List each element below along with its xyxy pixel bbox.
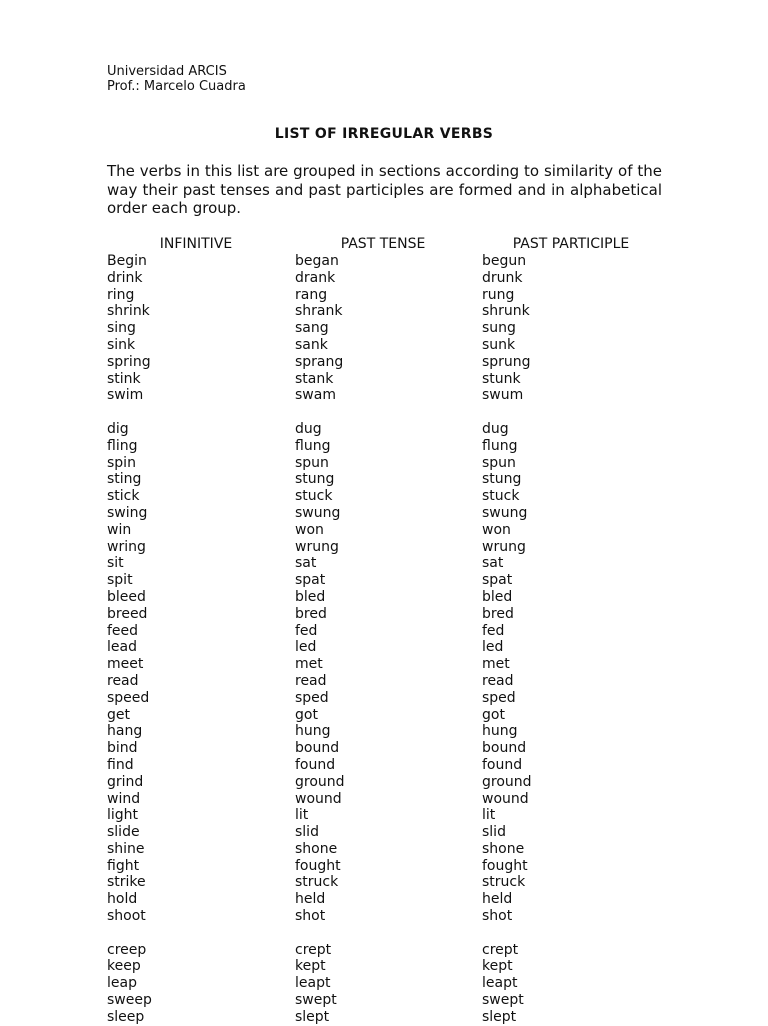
- table-row: [0, 387, 768, 404]
- header-past-participle: PAST PARTICIPLE: [512, 236, 630, 252]
- table-row: [0, 791, 768, 808]
- header-infinitive: INFINITIVE: [159, 236, 233, 252]
- table-row: [0, 505, 768, 522]
- cell-past-tense: stuck: [295, 488, 333, 505]
- cell-past-tense: swung: [295, 504, 341, 521]
- cell-past-tense: hung: [295, 723, 331, 740]
- cell-past-participle: met: [482, 656, 510, 673]
- cell-past-tense: wound: [295, 790, 342, 807]
- professor-name: Prof.: Marcelo Cuadra: [107, 79, 246, 94]
- cell-past-participle: swept: [482, 992, 524, 1009]
- table-row: [0, 740, 768, 757]
- cell-past-tense: slid: [295, 824, 319, 841]
- cell-past-tense: stung: [295, 471, 335, 488]
- cell-past-participle: fed: [482, 622, 505, 639]
- table-row: [0, 639, 768, 656]
- table-row: [0, 539, 768, 556]
- cell-infinitive: sit: [107, 555, 124, 572]
- cell-past-participle: swum: [482, 387, 524, 404]
- document-title: LIST OF IRREGULAR VERBS: [274, 126, 494, 142]
- cell-past-participle: fought: [482, 857, 528, 874]
- cell-past-tense: bound: [295, 740, 340, 757]
- cell-past-tense: rang: [295, 286, 328, 303]
- cell-infinitive: bind: [107, 740, 138, 757]
- table-row: [0, 942, 768, 959]
- cell-past-tense: slept: [295, 1008, 330, 1025]
- cell-past-participle: sat: [482, 555, 504, 572]
- table-row: [0, 656, 768, 673]
- table-row: [0, 354, 768, 371]
- table-row: [0, 455, 768, 472]
- cell-past-tense: swam: [295, 387, 336, 404]
- cell-past-tense: sped: [295, 689, 329, 706]
- cell-infinitive: wring: [107, 538, 146, 555]
- cell-infinitive: spring: [107, 353, 151, 370]
- cell-infinitive: spin: [107, 454, 136, 471]
- cell-past-tense: bred: [295, 605, 327, 622]
- cell-past-participle: slept: [482, 1008, 517, 1025]
- table-row: [0, 690, 768, 707]
- cell-past-tense: shot: [295, 908, 326, 925]
- cell-infinitive: stick: [107, 488, 140, 505]
- cell-infinitive: shrink: [107, 303, 150, 320]
- cell-infinitive: speed: [107, 689, 150, 706]
- cell-infinitive: light: [107, 807, 139, 824]
- cell-infinitive: sing: [107, 320, 136, 337]
- cell-past-tense: spun: [295, 454, 329, 471]
- cell-infinitive: breed: [107, 605, 148, 622]
- cell-past-tense: leapt: [295, 975, 331, 992]
- cell-infinitive: stink: [107, 370, 141, 387]
- table-row: [0, 488, 768, 505]
- cell-infinitive: creep: [107, 941, 147, 958]
- cell-past-tense: met: [295, 656, 323, 673]
- cell-infinitive: ring: [107, 286, 135, 303]
- table-row: [0, 287, 768, 304]
- cell-infinitive: meet: [107, 656, 144, 673]
- cell-infinitive: grind: [107, 773, 144, 790]
- cell-past-participle: stunk: [482, 370, 521, 387]
- table-row: [0, 807, 768, 824]
- cell-past-tense: found: [295, 756, 336, 773]
- cell-past-tense: fought: [295, 857, 341, 874]
- cell-past-participle: leapt: [482, 975, 518, 992]
- document-header: [107, 64, 246, 94]
- cell-past-participle: sung: [482, 320, 516, 337]
- cell-infinitive: swing: [107, 504, 148, 521]
- cell-past-participle: sunk: [482, 336, 516, 353]
- cell-past-participle: shot: [482, 908, 513, 925]
- table-row: [0, 673, 768, 690]
- cell-past-participle: bled: [482, 588, 513, 605]
- table-row: [0, 253, 768, 270]
- cell-past-participle: got: [482, 706, 505, 723]
- cell-infinitive: wind: [107, 790, 141, 807]
- cell-past-participle: stuck: [482, 488, 520, 505]
- table-row: [0, 723, 768, 740]
- cell-infinitive: swim: [107, 387, 144, 404]
- cell-infinitive: fling: [107, 437, 138, 454]
- group-separator: [0, 925, 768, 942]
- cell-infinitive: hold: [107, 891, 138, 908]
- cell-past-tense: fed: [295, 622, 318, 639]
- cell-past-participle: drunk: [482, 269, 523, 286]
- cell-past-participle: sprung: [482, 353, 531, 370]
- table-row: [0, 606, 768, 623]
- cell-past-participle: won: [482, 521, 511, 538]
- cell-past-tense: read: [295, 672, 327, 689]
- cell-past-tense: drank: [295, 269, 336, 286]
- cell-past-tense: won: [295, 521, 324, 538]
- table-row: [0, 841, 768, 858]
- table-row: [0, 522, 768, 539]
- table-row: [0, 337, 768, 354]
- table-row: [0, 270, 768, 287]
- table-row: [0, 421, 768, 438]
- cell-past-participle: flung: [482, 437, 518, 454]
- cell-past-participle: kept: [482, 958, 513, 975]
- cell-past-tense: shrank: [295, 303, 343, 320]
- table-row: [0, 555, 768, 572]
- intro-paragraph: The verbs in this list are grouped in sections according to similarity of the way their past tenses and past participles are formed and in alphabetical order each group.: [107, 162, 662, 217]
- table-row: [0, 774, 768, 791]
- cell-past-participle: rung: [482, 286, 515, 303]
- cell-infinitive: shine: [107, 840, 145, 857]
- table-row: [0, 891, 768, 908]
- cell-infinitive: feed: [107, 622, 139, 639]
- cell-past-participle: wound: [482, 790, 529, 807]
- cell-past-participle: spat: [482, 572, 513, 589]
- verb-table-header: [0, 236, 768, 254]
- cell-infinitive: lead: [107, 639, 137, 656]
- cell-past-participle: wrung: [482, 538, 526, 555]
- table-row: [0, 303, 768, 320]
- cell-past-tense: struck: [295, 874, 339, 891]
- header-past-tense: PAST TENSE: [340, 236, 426, 252]
- cell-past-tense: crept: [295, 941, 332, 958]
- cell-past-tense: shone: [295, 840, 338, 857]
- cell-past-participle: swung: [482, 504, 528, 521]
- cell-past-tense: sprang: [295, 353, 344, 370]
- cell-past-tense: bled: [295, 588, 326, 605]
- cell-past-tense: ground: [295, 773, 345, 790]
- cell-infinitive: bleed: [107, 588, 146, 605]
- table-row: [0, 438, 768, 455]
- cell-infinitive: strike: [107, 874, 146, 891]
- cell-past-tense: wrung: [295, 538, 339, 555]
- table-row: [0, 471, 768, 488]
- cell-past-participle: struck: [482, 874, 526, 891]
- cell-past-participle: shone: [482, 840, 525, 857]
- cell-infinitive: dig: [107, 420, 129, 437]
- cell-infinitive: shoot: [107, 908, 146, 925]
- cell-past-tense: began: [295, 253, 339, 269]
- cell-infinitive: drink: [107, 269, 143, 286]
- cell-past-tense: dug: [295, 420, 322, 437]
- table-row: [0, 824, 768, 841]
- cell-infinitive: sting: [107, 471, 142, 488]
- cell-past-participle: crept: [482, 941, 519, 958]
- cell-past-participle: begun: [482, 253, 527, 269]
- cell-past-tense: led: [295, 639, 317, 656]
- verb-table: [0, 253, 768, 1026]
- cell-infinitive: Begin: [107, 253, 147, 269]
- cell-past-tense: sat: [295, 555, 317, 572]
- cell-infinitive: sweep: [107, 992, 152, 1009]
- cell-past-tense: lit: [295, 807, 309, 824]
- cell-past-participle: bred: [482, 605, 514, 622]
- cell-infinitive: find: [107, 756, 134, 773]
- table-row: [0, 975, 768, 992]
- table-row: [0, 1009, 768, 1026]
- cell-past-tense: got: [295, 706, 318, 723]
- cell-past-participle: dug: [482, 420, 509, 437]
- cell-past-tense: sank: [295, 336, 328, 353]
- institution-name: Universidad ARCIS: [107, 64, 227, 79]
- cell-infinitive: leap: [107, 975, 137, 992]
- cell-past-participle: sped: [482, 689, 516, 706]
- cell-past-participle: stung: [482, 471, 522, 488]
- table-row: [0, 707, 768, 724]
- cell-past-tense: flung: [295, 437, 331, 454]
- cell-infinitive: get: [107, 706, 130, 723]
- cell-past-tense: held: [295, 891, 326, 908]
- cell-past-participle: read: [482, 672, 514, 689]
- cell-infinitive: slide: [107, 824, 140, 841]
- cell-past-participle: slid: [482, 824, 506, 841]
- cell-past-tense: kept: [295, 958, 326, 975]
- cell-past-tense: sang: [295, 320, 329, 337]
- cell-past-tense: swept: [295, 992, 337, 1009]
- table-row: [0, 874, 768, 891]
- cell-past-participle: shrunk: [482, 303, 530, 320]
- cell-infinitive: hang: [107, 723, 143, 740]
- cell-past-tense: stank: [295, 370, 334, 387]
- cell-past-participle: hung: [482, 723, 518, 740]
- table-row: [0, 371, 768, 388]
- cell-infinitive: read: [107, 672, 139, 689]
- cell-infinitive: win: [107, 521, 132, 538]
- cell-past-participle: lit: [482, 807, 496, 824]
- table-row: [0, 623, 768, 640]
- cell-past-tense: spat: [295, 572, 326, 589]
- cell-past-participle: held: [482, 891, 513, 908]
- cell-infinitive: keep: [107, 958, 141, 975]
- cell-infinitive: spit: [107, 572, 133, 589]
- table-row: [0, 589, 768, 606]
- cell-past-participle: bound: [482, 740, 527, 757]
- cell-infinitive: sleep: [107, 1008, 145, 1025]
- table-row: [0, 992, 768, 1009]
- cell-infinitive: sink: [107, 336, 136, 353]
- table-row: [0, 958, 768, 975]
- cell-infinitive: fight: [107, 857, 140, 874]
- table-row: [0, 320, 768, 337]
- table-row: [0, 572, 768, 589]
- table-row: [0, 757, 768, 774]
- group-separator: [0, 404, 768, 421]
- cell-past-participle: led: [482, 639, 504, 656]
- table-row: [0, 858, 768, 875]
- table-row: [0, 908, 768, 925]
- cell-past-participle: ground: [482, 773, 532, 790]
- cell-past-participle: found: [482, 756, 523, 773]
- cell-past-participle: spun: [482, 454, 516, 471]
